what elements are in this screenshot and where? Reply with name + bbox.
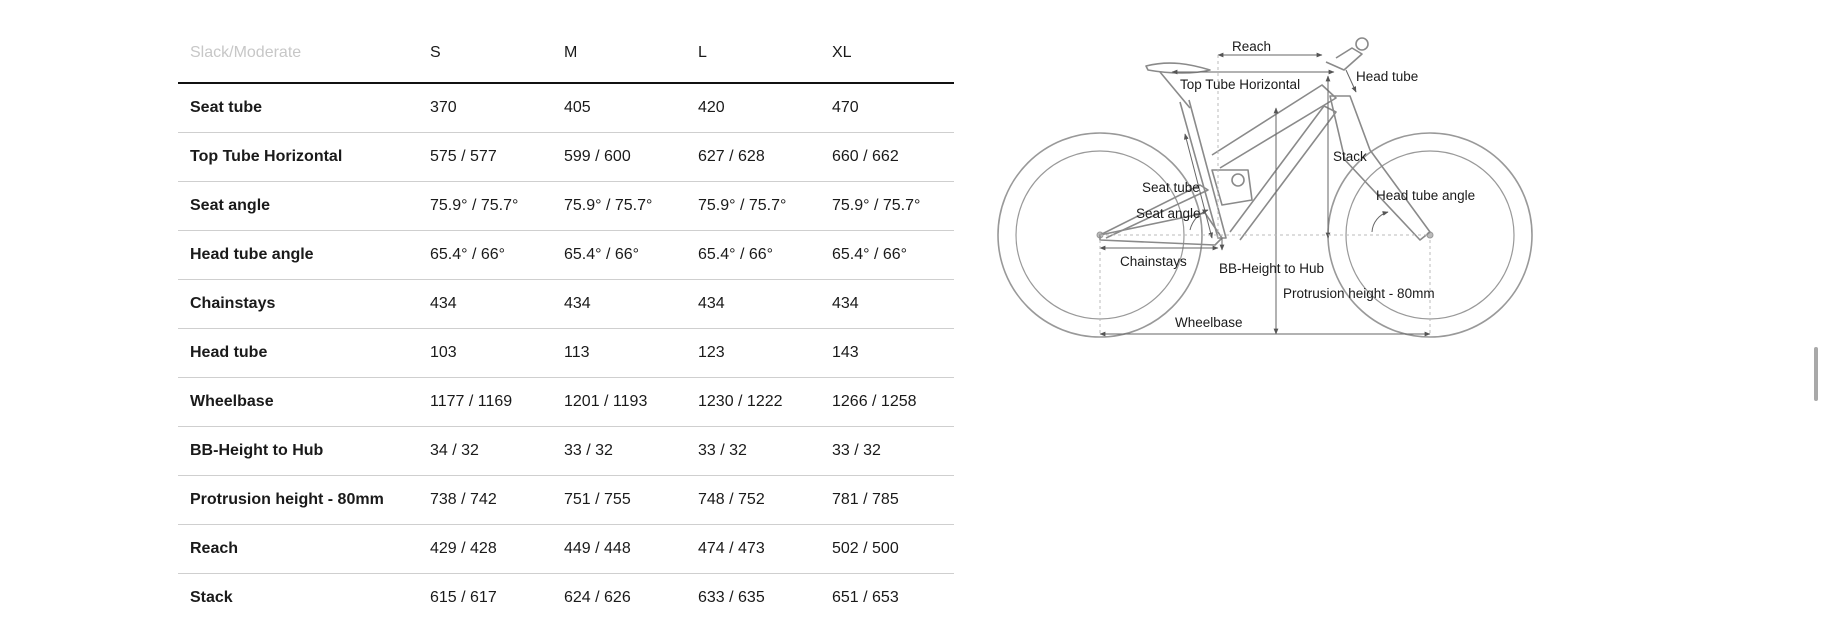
table-cell: 781 / 785 [832, 491, 899, 508]
table-row [178, 525, 954, 574]
table-cell: 738 / 742 [430, 491, 497, 508]
diagram-label-chainstays: Chainstays [1120, 254, 1187, 269]
diagram-label-seat-angle: Seat angle [1136, 206, 1201, 221]
table-cell: 143 [832, 344, 859, 361]
header-size-l: L [698, 44, 707, 61]
table-cell: 1177 / 1169 [430, 393, 513, 410]
table-cell: 123 [698, 344, 725, 361]
table-cell: 627 / 628 [698, 148, 765, 165]
table-cell: 1266 / 1258 [832, 393, 917, 410]
table-cell: 75.9° / 75.7° [430, 197, 519, 214]
row-label: Reach [190, 540, 239, 557]
row-label: Protrusion height - 80mm [190, 491, 384, 508]
header-size-xl: XL [832, 44, 852, 61]
table-cell: 434 [430, 295, 457, 312]
table-row [178, 329, 954, 378]
table-cell: 575 / 577 [430, 148, 497, 165]
table-cell: 75.9° / 75.7° [698, 197, 787, 214]
row-label: Head tube angle [190, 246, 314, 263]
table-cell: 434 [832, 295, 859, 312]
diagram-label-seat-tube: Seat tube [1142, 180, 1200, 195]
table-cell: 33 / 32 [564, 442, 613, 459]
table-cell: 624 / 626 [564, 589, 631, 607]
table-cell: 474 / 473 [698, 540, 765, 557]
bike-geometry-diagram [994, 30, 1554, 350]
diagram-label-wheelbase: Wheelbase [1175, 315, 1243, 330]
diagram-label-reach: Reach [1232, 39, 1272, 54]
table-cell: 65.4° / 66° [832, 246, 908, 263]
table-cell: 751 / 755 [564, 491, 631, 508]
header-size-m: M [564, 44, 578, 61]
row-label: Head tube [190, 344, 268, 361]
table-cell: 370 [430, 99, 457, 116]
table-cell: 449 / 448 [564, 540, 631, 557]
diagram-label-head-tube-angle: Head tube angle [1376, 188, 1476, 203]
table-cell: 1201 / 1193 [564, 393, 648, 410]
table-cell: 660 / 662 [832, 148, 899, 165]
row-label: Chainstays [190, 295, 276, 312]
diagram-label-bb-height: BB-Height to Hub [1219, 261, 1325, 276]
table-row [178, 574, 954, 623]
table-cell: 434 [564, 295, 591, 312]
table-cell: 75.9° / 75.7° [564, 197, 653, 214]
table-cell: 65.4° / 66° [564, 246, 640, 263]
row-label: Wheelbase [190, 393, 274, 410]
row-label: Top Tube Horizontal [190, 148, 343, 165]
row-label: Seat angle [190, 197, 271, 214]
scrollbar-thumb[interactable] [1814, 347, 1818, 401]
table-cell: 420 [698, 99, 725, 116]
header-size-s: S [430, 44, 441, 61]
diagram-label-protrusion: Protrusion height - 80mm [1283, 286, 1435, 301]
table-row [178, 83, 954, 133]
table-row [178, 476, 954, 525]
table-cell: 651 / 653 [832, 589, 899, 607]
table-cell: 470 [832, 99, 859, 116]
table-cell: 1230 / 1222 [698, 393, 783, 410]
diagram-label-stack: Stack [1333, 149, 1367, 164]
table-row [178, 378, 954, 427]
table-cell: 599 / 600 [564, 148, 631, 165]
diagram-label-head-tube: Head tube [1356, 69, 1419, 84]
table-row [178, 280, 954, 329]
header-setting-label: Slack/Moderate [190, 44, 302, 61]
table-cell: 65.4° / 66° [430, 246, 506, 263]
table-cell: 434 [698, 295, 725, 312]
diagram-label-top-tube: Top Tube Horizontal [1180, 77, 1301, 92]
table-cell: 615 / 617 [430, 589, 497, 607]
table-cell: 633 / 635 [698, 589, 765, 607]
table-cell: 405 [564, 99, 591, 116]
table-cell: 34 / 32 [430, 442, 479, 459]
table-cell: 113 [564, 344, 590, 361]
table-row [178, 427, 954, 476]
table-cell: 65.4° / 66° [698, 246, 774, 263]
table-cell: 75.9° / 75.7° [832, 197, 921, 214]
table-cell: 502 / 500 [832, 540, 899, 557]
table-row [178, 231, 954, 280]
table-row [178, 182, 954, 231]
table-cell: 429 / 428 [430, 540, 497, 557]
table-cell: 33 / 32 [832, 442, 881, 459]
table-cell: 33 / 32 [698, 442, 747, 459]
geometry-table [178, 26, 954, 623]
table-cell: 748 / 752 [698, 491, 765, 508]
table-header-row [178, 26, 954, 83]
table-cell: 103 [430, 344, 457, 361]
table-row [178, 133, 954, 182]
row-label: Seat tube [190, 99, 263, 116]
row-label: Stack [190, 589, 233, 607]
row-label: BB-Height to Hub [190, 442, 324, 459]
